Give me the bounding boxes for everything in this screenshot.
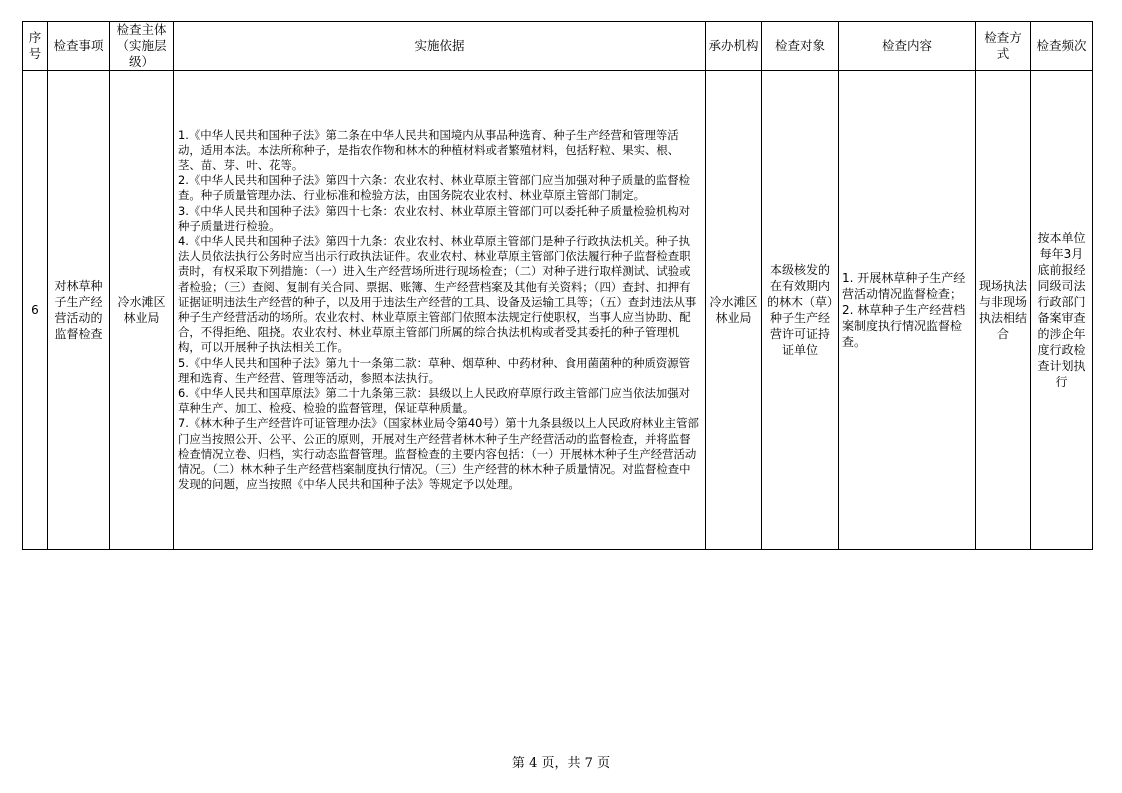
header-basis: 实施依据 <box>174 22 706 71</box>
footer-mid: 页，共 <box>541 756 581 771</box>
header-subject: 检查主体（实施层级） <box>110 22 174 71</box>
cell-method: 现场执法与非现场执法相结合 <box>976 71 1031 550</box>
basis-clause-3: 3.《中华人民共和国种子法》第四十七条：农业农村、林业草原主管部门可以委托种子质量检验机构对种子质量进行检验。 <box>178 203 691 233</box>
content-item-1: 1. 开展林草种子生产经营活动情况监督检查； <box>842 271 966 301</box>
header-row <box>23 22 1093 71</box>
cell-item: 对林草种子生产经营活动的监督检查 <box>48 71 110 550</box>
basis-clause-2: 2.《中华人民共和国种子法》第四十六条：农业农村、林业草原主管部门应当加强对种子质量的监督检查。种子质量管理办法、行业标准和检验方法，由国务院农业农村、林业草原主管部门制定。 <box>178 173 691 203</box>
header-no: 序号 <box>23 22 48 71</box>
cell-subject: 冷水滩区林业局 <box>110 71 174 550</box>
basis-clause-6: 6.《中华人民共和国草原法》第二十九条第三款：县级以上人民政府草原行政主管部门应当依法加强对草种生产、加工、检疫、检验的监督管理，保证草种质量。 <box>178 386 691 416</box>
basis-clause-1: 1.《中华人民共和国种子法》第二条在中华人民共和国境内从事品种选育、种子生产经营和管理等活动，适用本法。本法所称种子，是指农作物和林木的种植材料或者繁殖材料，包括籽粒、果实、根、茎、苗、芽、叶、花等。 <box>178 127 680 172</box>
basis-clause-4: 4.《中华人民共和国种子法》第四十九条：农业农村、林业草原主管部门是种子行政执法机关。种子执法人员依法执行公务时应当出示行政执法证件。农业农村、林业草原主管部门依法履行种子监督检查职责时，有权采取下列措施：（一）进入生产经营场所进行现场检查；（二）对种子进行取样测试、试验或者检验；（三）查阅、复制有关合同、票据、账簿、生产经营档案及其他有关资料；（四）查封、扣押有证据证明违法生产经营的种子，以及用于违法生产经营的工具、设备及运输工具等；（五）查封违法从事种子生产经营活动的场所。农业农村、林业草原主管部门依照本法规定行使职权，当事人应当协助、配合，不得拒绝、阻挠。农业农村、林业草原主管部门所属的综合执法机构或者受其委托的种子管理机构，可以开展种子执法相关工作。 <box>178 233 697 355</box>
cell-content <box>839 71 976 550</box>
footer-prefix: 第 <box>511 756 525 771</box>
header-content: 检查内容 <box>839 22 976 71</box>
header-object: 检查对象 <box>762 22 839 71</box>
cell-agency: 冷水滩区林业局 <box>706 71 762 550</box>
header-method: 检查方式 <box>976 22 1031 71</box>
header-item: 检查事项 <box>48 22 110 71</box>
basis-clause-5: 5.《中华人民共和国种子法》第九十一条第二款：草种、烟草种、中药材种、食用菌菌种的种质资源管理和选育、生产经营、管理等活动，参照本法执行。 <box>178 355 691 385</box>
footer-current-page: 4 <box>529 756 538 771</box>
header-frequency: 检查频次 <box>1031 22 1093 71</box>
cell-basis <box>174 71 706 550</box>
header-agency: 承办机构 <box>706 22 762 71</box>
basis-clause-7: 7.《林木种子生产经营许可证管理办法》（国家林业局令第40号）第十九条县级以上人民政府林业主管部门应当按照公开、公平、公正的原则，开展对生产经营者林木种子生产经营活动的监督检查，并将监督检查情况立卷、归档，实行动态监督管理。监督检查的主要内容包括：（一）开展林木种子生产经营活动情况。（二）林木种子生产经营档案制度执行情况。（三）生产经营的林木种子质量情况。对监督检查中发现的问题，应当按照《中华人民共和国种子法》等规定予以处理。 <box>178 416 699 492</box>
footer-suffix: 页 <box>597 756 611 771</box>
table-row <box>23 71 1093 550</box>
cell-frequency: 按本单位每年3月底前报经同级司法行政部门备案审查的涉企年度行政检查计划执行 <box>1031 71 1093 550</box>
inspection-table <box>22 21 1093 550</box>
cell-object: 本级核发的在有效期内的林木（草）种子生产经营许可证持证单位 <box>762 71 839 550</box>
content-item-2: 2. 林草种子生产经营档案制度执行情况监督检查。 <box>842 303 966 349</box>
cell-no: 6 <box>23 71 48 550</box>
footer-total-pages: 7 <box>584 756 593 771</box>
page-footer <box>0 752 1122 771</box>
